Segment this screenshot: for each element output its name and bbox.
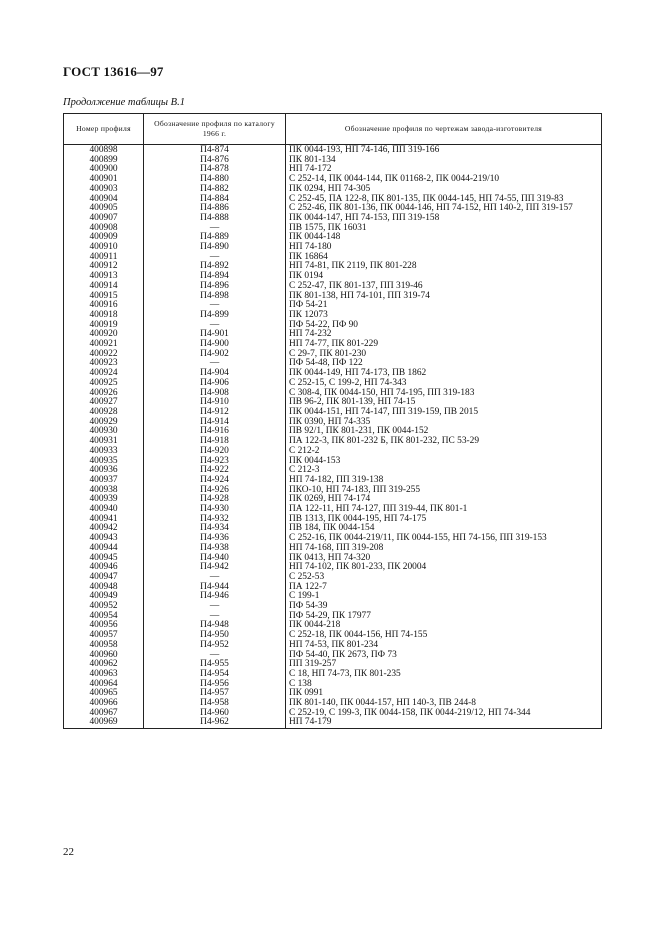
cell-profile-number: 400907: [64, 214, 144, 224]
cell-profile-number: 400900: [64, 165, 144, 175]
cell-factory-designation: ПВ 96-2, ПК 801-139, НП 74-15: [286, 398, 602, 408]
cell-catalog-designation: П4-889: [144, 233, 286, 243]
cell-catalog-designation: П4-962: [144, 718, 286, 728]
cell-factory-designation: С 29-7, ПК 801-230: [286, 350, 602, 360]
cell-factory-designation: НП 74-179: [286, 718, 602, 728]
cell-profile-number: 400925: [64, 379, 144, 389]
table-caption: Продолжение таблицы В.1: [63, 97, 185, 108]
cell-catalog-designation: П4-906: [144, 379, 286, 389]
cell-catalog-designation: П4-882: [144, 185, 286, 195]
profiles-table: [63, 113, 602, 729]
cell-profile-number: 400956: [64, 621, 144, 631]
cell-factory-designation: НП 74-53, ПК 801-234: [286, 641, 602, 651]
cell-factory-designation: ПФ 54-21: [286, 301, 602, 311]
cell-catalog-designation: П4-930: [144, 505, 286, 515]
cell-profile-number: 400963: [64, 670, 144, 680]
cell-factory-designation: ПФ 54-39: [286, 602, 602, 612]
table-row: [64, 156, 602, 166]
cell-factory-designation: ПК 0044-153: [286, 457, 602, 467]
table-row: [64, 301, 602, 311]
cell-factory-designation: НП 74-102, ПК 801-233, ПК 20004: [286, 563, 602, 573]
cell-catalog-designation: —: [144, 602, 286, 612]
cell-catalog-designation: —: [144, 224, 286, 234]
table-row: [64, 583, 602, 593]
table-row: [64, 233, 602, 243]
cell-catalog-designation: П4-914: [144, 418, 286, 428]
cell-profile-number: 400909: [64, 233, 144, 243]
cell-catalog-designation: —: [144, 573, 286, 583]
cell-profile-number: 400939: [64, 495, 144, 505]
cell-profile-number: 400921: [64, 340, 144, 350]
table-row: [64, 680, 602, 690]
cell-catalog-designation: —: [144, 253, 286, 263]
cell-catalog-designation: П4-892: [144, 262, 286, 272]
cell-catalog-designation: П4-958: [144, 699, 286, 709]
cell-factory-designation: ПА 122-7: [286, 583, 602, 593]
cell-factory-designation: ПК 0044-148: [286, 233, 602, 243]
table-row: [64, 718, 602, 728]
cell-catalog-designation: П4-952: [144, 641, 286, 651]
cell-catalog-designation: —: [144, 612, 286, 622]
cell-catalog-designation: П4-942: [144, 563, 286, 573]
cell-factory-designation: ПК 0044-193, НП 74-146, ПП 319-166: [286, 145, 602, 156]
cell-factory-designation: ПК 0044-218: [286, 621, 602, 631]
cell-catalog-designation: П4-955: [144, 660, 286, 670]
table-row: [64, 573, 602, 583]
cell-factory-designation: ПА 122-11, НП 74-127, ПП 319-44, ПК 801-1: [286, 505, 602, 515]
cell-catalog-designation: П4-940: [144, 554, 286, 564]
cell-factory-designation: НП 74-172: [286, 165, 602, 175]
cell-catalog-designation: П4-957: [144, 689, 286, 699]
cell-profile-number: 400931: [64, 437, 144, 447]
cell-factory-designation: НП 74-180: [286, 243, 602, 253]
cell-factory-designation: ПК 16864: [286, 253, 602, 263]
cell-catalog-designation: П4-918: [144, 437, 286, 447]
cell-profile-number: 400923: [64, 359, 144, 369]
cell-profile-number: 400942: [64, 524, 144, 534]
cell-catalog-designation: П4-878: [144, 165, 286, 175]
cell-profile-number: 400926: [64, 389, 144, 399]
cell-catalog-designation: —: [144, 359, 286, 369]
cell-factory-designation: С 308-4, ПК 0044-150, НП 74-195, ПП 319-183: [286, 389, 602, 399]
cell-profile-number: 400962: [64, 660, 144, 670]
table-header-row: [64, 114, 602, 145]
cell-factory-designation: С 252-16, ПК 0044-219/11, ПК 0044-155, НП 74-156, ПП 319-153: [286, 534, 602, 544]
cell-profile-number: 400905: [64, 204, 144, 214]
cell-factory-designation: ПВ 1313, ПК 0044-195, НП 74-175: [286, 515, 602, 525]
cell-factory-designation: ПФ 54-48, ПФ 122: [286, 359, 602, 369]
cell-catalog-designation: —: [144, 301, 286, 311]
cell-catalog-designation: П4-904: [144, 369, 286, 379]
cell-catalog-designation: П4-896: [144, 282, 286, 292]
cell-profile-number: 400969: [64, 718, 144, 728]
cell-catalog-designation: П4-960: [144, 709, 286, 719]
cell-catalog-designation: П4-880: [144, 175, 286, 185]
page-number: 22: [63, 846, 74, 858]
cell-catalog-designation: П4-916: [144, 427, 286, 437]
cell-catalog-designation: П4-884: [144, 195, 286, 205]
cell-factory-designation: С 18, НП 74-73, ПК 801-235: [286, 670, 602, 680]
cell-catalog-designation: П4-898: [144, 292, 286, 302]
cell-profile-number: 400908: [64, 224, 144, 234]
cell-catalog-designation: П4-902: [144, 350, 286, 360]
cell-profile-number: 400960: [64, 651, 144, 661]
cell-profile-number: 400965: [64, 689, 144, 699]
cell-factory-designation: ПК 0044-151, НП 74-147, ПП 319-159, ПВ 2015: [286, 408, 602, 418]
cell-profile-number: 400911: [64, 253, 144, 263]
cell-profile-number: 400936: [64, 466, 144, 476]
cell-profile-number: 400943: [64, 534, 144, 544]
cell-profile-number: 400952: [64, 602, 144, 612]
cell-factory-designation: С 252-19, С 199-3, ПК 0044-158, ПК 0044-219/12, НП 74-344: [286, 709, 602, 719]
cell-profile-number: 400937: [64, 476, 144, 486]
column-header-factory-drawings: Обозначение профиля по чертежам завода-изготовителя: [286, 114, 602, 145]
cell-profile-number: 400964: [64, 680, 144, 690]
column-header-profile-number: Номер профиля: [64, 114, 144, 145]
cell-factory-designation: С 252-46, ПК 801-136, ПК 0044-146, НП 74-152, НП 140-2, ПП 319-157: [286, 204, 602, 214]
table-row: [64, 592, 602, 602]
cell-factory-designation: С 199-1: [286, 592, 602, 602]
cell-catalog-designation: П4-910: [144, 398, 286, 408]
cell-factory-designation: НП 74-182, ПП 319-138: [286, 476, 602, 486]
cell-catalog-designation: П4-912: [144, 408, 286, 418]
table-row: [64, 563, 602, 573]
cell-profile-number: 400904: [64, 195, 144, 205]
document-title: ГОСТ 13616—97: [63, 64, 164, 79]
cell-factory-designation: НП 74-81, ПК 2119, ПК 801-228: [286, 262, 602, 272]
cell-factory-designation: С 212-2: [286, 447, 602, 457]
cell-catalog-designation: П4-944: [144, 583, 286, 593]
cell-profile-number: 400941: [64, 515, 144, 525]
cell-factory-designation: НП 74-232: [286, 330, 602, 340]
table-row: [64, 709, 602, 719]
table-row: [64, 243, 602, 253]
table-row: [64, 437, 602, 447]
cell-profile-number: 400949: [64, 592, 144, 602]
cell-catalog-designation: П4-923: [144, 457, 286, 467]
cell-profile-number: 400912: [64, 262, 144, 272]
cell-profile-number: 400940: [64, 505, 144, 515]
cell-catalog-designation: П4-928: [144, 495, 286, 505]
cell-factory-designation: ПКО-10, НП 74-183, ПП 319-255: [286, 486, 602, 496]
cell-profile-number: 400967: [64, 709, 144, 719]
cell-profile-number: 400945: [64, 554, 144, 564]
cell-profile-number: 400935: [64, 457, 144, 467]
cell-factory-designation: С 138: [286, 680, 602, 690]
cell-catalog-designation: П4-900: [144, 340, 286, 350]
cell-profile-number: 400899: [64, 156, 144, 166]
cell-factory-designation: ПФ 54-40, ПК 2673, ПФ 73: [286, 651, 602, 661]
cell-profile-number: 400958: [64, 641, 144, 651]
cell-profile-number: 400947: [64, 573, 144, 583]
cell-factory-designation: С 252-14, ПК 0044-144, ПК 01168-2, ПК 0044-219/10: [286, 175, 602, 185]
cell-profile-number: 400924: [64, 369, 144, 379]
cell-catalog-designation: П4-946: [144, 592, 286, 602]
cell-profile-number: 400946: [64, 563, 144, 573]
cell-factory-designation: ПА 122-3, ПК 801-232 Б, ПК 801-232, ПС 53-29: [286, 437, 602, 447]
cell-factory-designation: ПК 0390, НП 74-335: [286, 418, 602, 428]
cell-factory-designation: ПВ 1575, ПК 16031: [286, 224, 602, 234]
cell-profile-number: 400938: [64, 486, 144, 496]
cell-catalog-designation: П4-888: [144, 214, 286, 224]
cell-catalog-designation: П4-874: [144, 145, 286, 156]
cell-catalog-designation: П4-932: [144, 515, 286, 525]
cell-profile-number: 400933: [64, 447, 144, 457]
cell-factory-designation: ПВ 92/1, ПК 801-231, ПК 0044-152: [286, 427, 602, 437]
cell-catalog-designation: П4-890: [144, 243, 286, 253]
column-header-catalog-1966: Обозначение профиля по каталогу 1966 г.: [144, 114, 286, 145]
table-row: [64, 292, 602, 302]
cell-factory-designation: ПК 801-140, ПК 0044-157, НП 140-3, ПВ 244-8: [286, 699, 602, 709]
cell-factory-designation: ПК 801-134: [286, 156, 602, 166]
cell-profile-number: 400919: [64, 321, 144, 331]
cell-profile-number: 400929: [64, 418, 144, 428]
cell-factory-designation: С 252-18, ПК 0044-156, НП 74-155: [286, 631, 602, 641]
cell-factory-designation: НП 74-168, ПП 319-208: [286, 544, 602, 554]
cell-catalog-designation: П4-886: [144, 204, 286, 214]
cell-factory-designation: ПК 0413, НП 74-320: [286, 554, 602, 564]
cell-catalog-designation: П4-894: [144, 272, 286, 282]
cell-catalog-designation: П4-954: [144, 670, 286, 680]
cell-catalog-designation: П4-934: [144, 524, 286, 534]
cell-catalog-designation: П4-950: [144, 631, 286, 641]
cell-factory-designation: С 252-53: [286, 573, 602, 583]
cell-profile-number: 400927: [64, 398, 144, 408]
table-row: [64, 457, 602, 467]
cell-factory-designation: ПФ 54-29, ПК 17977: [286, 612, 602, 622]
cell-profile-number: 400914: [64, 282, 144, 292]
cell-factory-designation: ПК 12073: [286, 311, 602, 321]
cell-catalog-designation: —: [144, 321, 286, 331]
cell-factory-designation: ПК 0044-149, НП 74-173, ПВ 1862: [286, 369, 602, 379]
cell-profile-number: 400948: [64, 583, 144, 593]
cell-profile-number: 400922: [64, 350, 144, 360]
table-row: [64, 262, 602, 272]
cell-factory-designation: ПК 0294, НП 74-305: [286, 185, 602, 195]
cell-catalog-designation: П4-908: [144, 389, 286, 399]
cell-catalog-designation: П4-922: [144, 466, 286, 476]
cell-profile-number: 400903: [64, 185, 144, 195]
cell-factory-designation: ПК 0991: [286, 689, 602, 699]
cell-factory-designation: ПВ 184, ПК 0044-154: [286, 524, 602, 534]
cell-catalog-designation: П4-948: [144, 621, 286, 631]
cell-catalog-designation: П4-936: [144, 534, 286, 544]
cell-profile-number: 400918: [64, 311, 144, 321]
cell-factory-designation: ПФ 54-22, ПФ 90: [286, 321, 602, 331]
cell-factory-designation: ПК 0194: [286, 272, 602, 282]
cell-factory-designation: С 252-45, ПА 122-8, ПК 801-135, ПК 0044-145, НП 74-55, ПП 319-83: [286, 195, 602, 205]
cell-factory-designation: НП 74-77, ПК 801-229: [286, 340, 602, 350]
cell-catalog-designation: П4-876: [144, 156, 286, 166]
cell-profile-number: 400898: [64, 145, 144, 156]
cell-profile-number: 400957: [64, 631, 144, 641]
cell-profile-number: 400930: [64, 427, 144, 437]
cell-catalog-designation: П4-956: [144, 680, 286, 690]
cell-profile-number: 400928: [64, 408, 144, 418]
cell-profile-number: 400915: [64, 292, 144, 302]
cell-profile-number: 400920: [64, 330, 144, 340]
table-row: [64, 670, 602, 680]
cell-catalog-designation: П4-920: [144, 447, 286, 457]
table-row: [64, 321, 602, 331]
cell-catalog-designation: —: [144, 651, 286, 661]
cell-factory-designation: С 212-3: [286, 466, 602, 476]
cell-catalog-designation: П4-938: [144, 544, 286, 554]
cell-profile-number: 400913: [64, 272, 144, 282]
table-body: [64, 145, 602, 729]
cell-profile-number: 400966: [64, 699, 144, 709]
cell-factory-designation: С 252-47, ПК 801-137, ПП 319-46: [286, 282, 602, 292]
cell-profile-number: 400944: [64, 544, 144, 554]
cell-catalog-designation: П4-899: [144, 311, 286, 321]
cell-factory-designation: ПК 801-138, НП 74-101, ПП 319-74: [286, 292, 602, 302]
cell-profile-number: 400954: [64, 612, 144, 622]
cell-factory-designation: ПП 319-257: [286, 660, 602, 670]
cell-profile-number: 400901: [64, 175, 144, 185]
cell-profile-number: 400916: [64, 301, 144, 311]
cell-factory-designation: ПК 0269, НП 74-174: [286, 495, 602, 505]
cell-factory-designation: С 252-15, С 199-2, НП 74-343: [286, 379, 602, 389]
cell-factory-designation: ПК 0044-147, НП 74-153, ПП 319-158: [286, 214, 602, 224]
cell-catalog-designation: П4-926: [144, 486, 286, 496]
cell-catalog-designation: П4-924: [144, 476, 286, 486]
cell-profile-number: 400910: [64, 243, 144, 253]
cell-catalog-designation: П4-901: [144, 330, 286, 340]
